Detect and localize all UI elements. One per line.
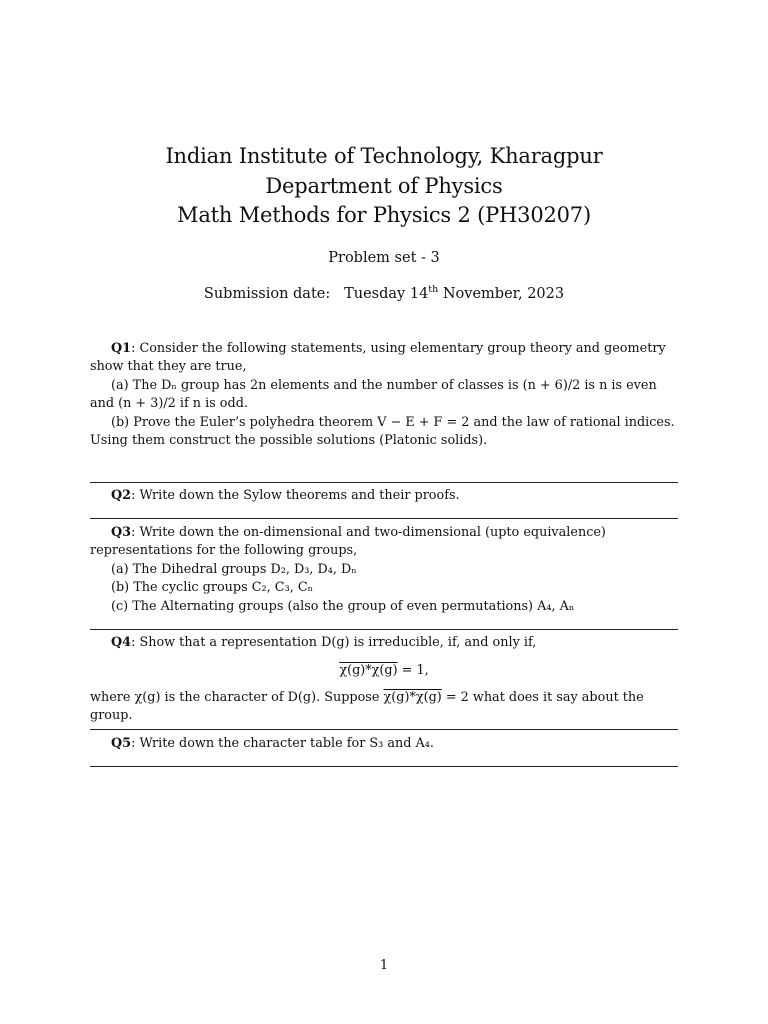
divider-rule [90, 482, 678, 483]
q5-label: Q5 [111, 736, 132, 751]
submission-month-year: November, 2023 [438, 285, 565, 302]
q1-part-a: (a) The Dₙ group has 2n elements and the number of classes is (n + 6)/2 is n is even and (n + 3)/2 if n is odd. [90, 377, 657, 412]
submission-day: Tuesday 14 [344, 285, 429, 302]
question-1 [90, 340, 678, 450]
q1-intro-text: : Consider the following statements, using elementary group theory and geometry show that they are true, [90, 341, 666, 375]
divider-rule [90, 729, 678, 730]
q4-followup-pre: where χ(g) is the character of D(g). Suppose [90, 689, 384, 705]
q2-label: Q2 [111, 488, 132, 503]
submission-label: Submission date: [203, 285, 331, 302]
divider-rule [90, 518, 678, 519]
question-4 [90, 634, 678, 726]
q4-label: Q4 [111, 635, 132, 650]
q2-text [90, 487, 678, 505]
q2-body: : Write down the Sylow theorems and their proofs. [131, 488, 460, 503]
q4-intro-text: : Show that a representation D(g) is irreducible, if, and only if, [131, 635, 537, 650]
department-name: Department of Physics [265, 173, 503, 198]
page-number: 1 [379, 958, 389, 973]
q4-followup-expr: χ(g)*χ(g) [383, 689, 442, 705]
submission-date [0, 284, 768, 302]
course-title: Math Methods for Physics 2 (PH30207) [177, 203, 591, 227]
q1-part-b: (b) Prove the Euler’s polyhedra theorem V − E + F = 2 and the law of rational indices. Using them construct the possible solutions (Platonic solids). [90, 414, 675, 449]
problem-set-title: Problem set - 3 [328, 250, 440, 266]
q3-part-b: (b) The cyclic groups C₂, C₃, Cₙ [111, 580, 314, 596]
question-5 [90, 735, 678, 753]
submission-day-suffix: th [428, 284, 439, 295]
q3-label: Q3 [111, 525, 132, 540]
question-2 [90, 487, 678, 505]
q3-part-c: (c) The Alternating groups (also the group of even permutations) A₄, Aₙ [111, 598, 575, 614]
q4-equation [90, 662, 678, 680]
q5-text [90, 735, 678, 753]
document-header [0, 142, 768, 231]
question-3 [90, 524, 678, 616]
q4-followup [90, 689, 678, 726]
q4-equation-rhs: = 1, [397, 663, 429, 679]
q1-intro [90, 340, 678, 377]
q3-intro-text: : Write down the on-dimensional and two-dimensional (upto equivalence) representations for the following groups, [90, 525, 606, 559]
q3-part-a: (a) The Dihedral groups D₂, D₃, D₄, Dₙ [111, 561, 357, 577]
q4-equation-lhs: χ(g)*χ(g) [339, 663, 398, 679]
q4-followup-post: = 2 what does it say about the group. [90, 689, 644, 724]
q3-intro [90, 524, 678, 561]
q5-body: : Write down the character table for S₃ and A₄. [131, 736, 434, 751]
divider-rule [90, 629, 678, 630]
divider-rule [90, 766, 678, 767]
q4-intro [90, 634, 678, 652]
institute-name: Indian Institute of Technology, Kharagpur [165, 144, 603, 168]
q1-label: Q1 [111, 341, 132, 356]
